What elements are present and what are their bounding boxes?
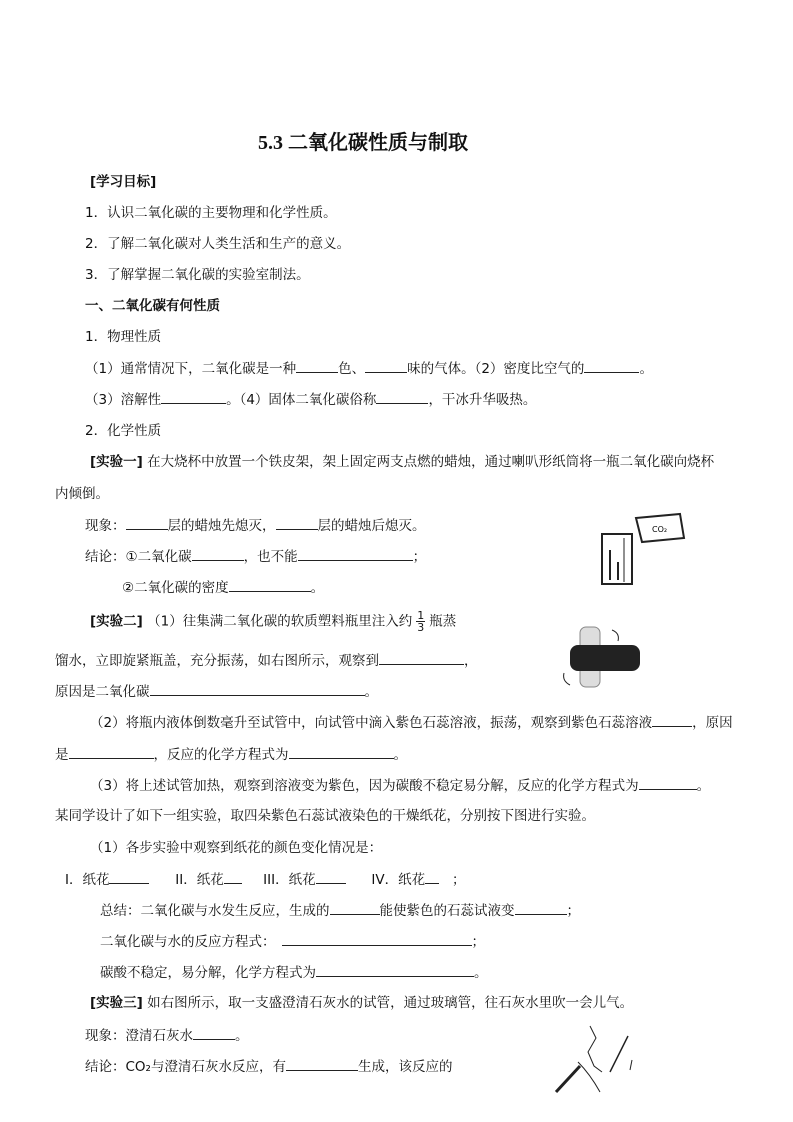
phys-line-1 <box>85 358 653 379</box>
blank[interactable] <box>330 900 380 915</box>
section-heading: 一、二氧化碳有何性质 <box>85 298 220 314</box>
text: （3）溶解性 <box>85 392 162 408</box>
text: ②二氧化碳的密度 <box>122 580 229 596</box>
blank[interactable] <box>376 389 428 404</box>
text: ，反应的化学方程式为 <box>153 747 289 763</box>
exp2-line2 <box>55 650 478 671</box>
text: 色、 <box>338 361 366 377</box>
blank[interactable] <box>639 775 697 790</box>
text: 总结：二氧化碳与水发生反应，生成的 <box>100 903 330 919</box>
beaker-co2-figure <box>596 510 688 590</box>
numerator: 1 <box>417 609 425 622</box>
text: 生成，该反应的 <box>357 1059 453 1075</box>
text: 能使紫色的石蕊试液变 <box>379 903 515 919</box>
blank[interactable] <box>69 744 154 759</box>
exp3-phenomenon <box>85 1025 249 1046</box>
blank[interactable] <box>425 869 439 884</box>
text: 。 <box>235 1028 249 1044</box>
text: ； <box>412 549 427 565</box>
exp1-phenomenon <box>85 515 426 536</box>
phys-line-2 <box>85 389 536 410</box>
subsection-heading: 1．物理性质 <box>85 329 162 345</box>
exp1-intro <box>90 452 714 472</box>
subsection-heading: 2．化学性质 <box>85 423 162 439</box>
text: 原因是二氧化碳 <box>55 684 150 700</box>
blank[interactable] <box>316 869 346 884</box>
exp2-line3 <box>55 681 378 702</box>
blank[interactable] <box>365 358 407 373</box>
text: 是 <box>55 747 69 763</box>
blank[interactable] <box>652 712 692 727</box>
exp2-intro <box>90 610 456 633</box>
equation-2 <box>100 962 488 983</box>
text: ； <box>471 934 485 950</box>
text: ， <box>464 653 478 669</box>
blank[interactable] <box>515 900 567 915</box>
text: 。 <box>696 778 711 794</box>
exp1-conclusion-2 <box>122 577 324 598</box>
text: IV．纸花 <box>371 872 426 888</box>
design-text: 某同学设计了如下一组实验，取四朵紫色石蕊试液染色的干燥纸花，分别按下图进行实验。 <box>55 808 595 824</box>
fraction <box>416 610 425 633</box>
summary <box>100 900 580 921</box>
exp3-conclusion <box>85 1056 452 1077</box>
blank[interactable] <box>150 681 365 696</box>
text: ，也不能 <box>243 549 298 565</box>
text: ； <box>451 872 466 888</box>
exp2-p3 <box>90 775 710 796</box>
blank[interactable] <box>192 546 244 561</box>
text: ； <box>566 903 580 919</box>
blank[interactable] <box>229 577 311 592</box>
text: 。 <box>639 361 653 377</box>
exp2-p2 <box>90 712 733 733</box>
text: III．纸花 <box>263 872 316 888</box>
text: 在大烧杯中放置一个铁皮架，架上固定两支点燃的蜡烛，通过喇叭形纸筒将一瓶二氧化碳向烧杯 <box>142 454 715 470</box>
text: 现象：澄清石灰水 <box>85 1028 193 1044</box>
blank[interactable] <box>584 358 639 373</box>
text: （1）通常情况下，二氧化碳是一种 <box>85 361 297 377</box>
text: （1）往集满二氧化碳的软质塑料瓶里注入约 <box>142 613 413 630</box>
text: 馏水，立即旋紧瓶盖，充分振荡，如右图所示，观察到 <box>55 653 379 669</box>
goal-item: 1．认识二氧化碳的主要物理和化学性质。 <box>85 205 337 221</box>
exp3-intro <box>90 993 633 1013</box>
text: 。 <box>364 684 378 700</box>
question-1: （1）各步实验中观察到纸花的颜色变化情况是： <box>90 840 383 856</box>
text: 。 <box>310 580 325 596</box>
co2-label: CO₂ <box>652 525 668 534</box>
blank[interactable] <box>379 650 464 665</box>
text: ，原因 <box>692 715 733 731</box>
exp-label: [实验二] <box>90 613 143 630</box>
blowing-into-limewater-figure <box>550 1022 640 1097</box>
exp1-conclusion <box>85 546 426 567</box>
blank[interactable] <box>126 515 168 530</box>
blank[interactable] <box>316 962 474 977</box>
exp1-intro-cont: 内倾倒。 <box>55 486 109 502</box>
text: 。 <box>474 965 488 981</box>
text: 。（4）固体二氧化碳俗称 <box>226 392 377 408</box>
flower-results <box>65 869 465 890</box>
text: 。 <box>393 747 407 763</box>
text: 结论：①二氧化碳 <box>85 549 192 565</box>
page-title: 5.3 二氧化碳性质与制取 <box>258 132 468 154</box>
goals-heading: [学习目标] <box>90 174 157 190</box>
denominator: 3 <box>417 621 425 634</box>
text: 味的气体。（2）密度比空气的 <box>407 361 585 377</box>
blank[interactable] <box>193 1025 235 1040</box>
text: 层的蜡烛先熄灭， <box>167 518 276 534</box>
equation-1 <box>100 931 485 952</box>
text: （2）将瓶内液体倒数毫升至试管中，向试管中滴入紫色石蕊溶液，振荡，观察到紫色石蕊溶液 <box>90 715 653 731</box>
blank[interactable] <box>224 869 242 884</box>
text: （3）将上述试管加热，观察到溶液变为紫色，因为碳酸不稳定易分解，反应的化学方程式为 <box>90 778 639 794</box>
blank[interactable] <box>109 869 149 884</box>
goal-item: 3．了解掌握二氧化碳的实验室制法。 <box>85 267 310 283</box>
text: 现象： <box>85 518 126 534</box>
text: 二氧化碳与水的反应方程式： <box>100 934 276 950</box>
blank[interactable] <box>296 358 338 373</box>
text: I．纸花 <box>65 872 110 888</box>
blank[interactable] <box>276 515 318 530</box>
blank[interactable] <box>282 931 472 946</box>
goal-item: 2．了解二氧化碳对人类生活和生产的意义。 <box>85 236 351 252</box>
text: 瓶蒸 <box>429 613 457 630</box>
text: 如右图所示，取一支盛澄清石灰水的试管，通过玻璃管，往石灰水里吹一会儿气。 <box>142 995 634 1011</box>
text: II．纸花 <box>175 872 224 888</box>
blank[interactable] <box>161 389 226 404</box>
blank[interactable] <box>289 744 394 759</box>
blank[interactable] <box>286 1056 358 1071</box>
exp-label: [实验一] <box>90 454 143 470</box>
text: 结论：CO₂与澄清石灰水反应，有 <box>85 1059 286 1075</box>
blank[interactable] <box>298 546 413 561</box>
exp-label: [实验三] <box>90 995 143 1011</box>
bottle-shake-figure <box>560 625 645 690</box>
text: ，干冰升华吸热。 <box>428 392 537 408</box>
text: 碳酸不稳定，易分解，化学方程式为 <box>100 965 316 981</box>
exp2-p2-cont <box>55 744 407 765</box>
text: 层的蜡烛后熄灭。 <box>317 518 426 534</box>
